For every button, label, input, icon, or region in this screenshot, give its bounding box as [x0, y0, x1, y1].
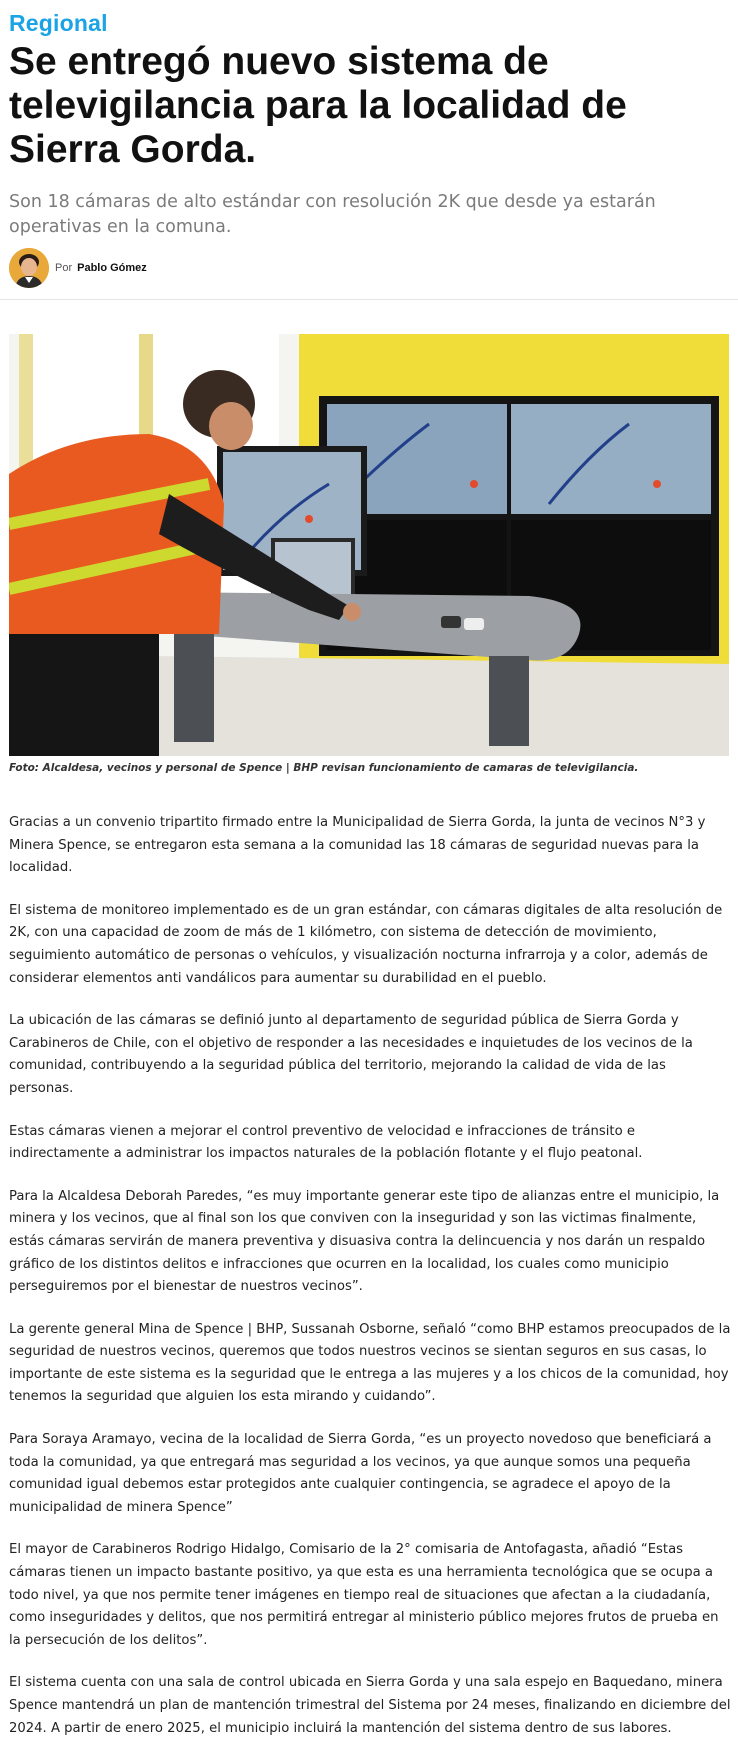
- article-subtitle: Son 18 cámaras de alto estándar con resolución 2K que desde ya estarán operativas en la comuna.: [9, 192, 656, 237]
- author-avatar[interactable]: [9, 248, 49, 288]
- paragraph: Para Soraya Aramayo, vecina de la localidad de Sierra Gorda, “es un proyecto novedoso que beneficiará a toda la comunidad, ya que entregará mas seguridad a los vecinos, ya que aunque somos una pequeña comunidad igual debemos estar protegidos ante cualquier contingencia, se agradece el apoyo de la municipalidad de minera Spence”: [9, 1432, 712, 1515]
- paragraph: La ubicación de las cámaras se definió junto al departamento de seguridad pública de Sierra Gorda y Carabineros de Chile, con el objetivo de responder a las necesidades e inquietudes de los vecinos de la comunidad, contribuyendo a la seguridad pública del territorio, mejorando la calidad de vida de las personas.: [9, 1013, 693, 1096]
- header-divider: [0, 299, 738, 300]
- paragraph: Estas cámaras vienen a mejorar el control preventivo de velocidad e infracciones de tránsito e indirectamente a administrar los impactos naturales de la población flotante y el flujo peatonal.: [9, 1123, 643, 1162]
- photo-caption: Foto: Alcaldesa, vecinos y personal de Spence | BHP revisan funcionamiento de camaras de televigilancia.: [9, 762, 639, 774]
- control-room-illustration: [9, 334, 729, 756]
- article-photo: [9, 334, 729, 756]
- paragraph: Gracias a un convenio tripartito firmado entre la Municipalidad de Sierra Gorda, la junta de vecinos N°3 y Minera Spence, se entregaron esta semana a la comunidad las 18 cámaras de seguridad nuevas para la localidad.: [9, 815, 706, 876]
- category-label[interactable]: Regional: [9, 10, 108, 36]
- paragraph: El mayor de Carabineros Rodrigo Hidalgo, Comisario de la 2° comisaria de Antofagasta, añadió “Estas cámaras tienen un impacto bastante positivo, ya que esta es una herramienta tecnológica que se ocupa a todo nivel, ya que nos permite tener imágenes en tiempo real de situaciones que afectan a la ciudadanía, como inseguridades y delitos, que nos permitirá entregar al ministerio público mejores frutos de prueba en la persecución de los delitos”.: [9, 1542, 719, 1648]
- paragraph: El sistema cuenta con una sala de control ubicada en Sierra Gorda y una sala espejo en Baquedano, minera Spence mantendrá un plan de mantención trimestral del Sistema por 24 meses, finalizando en diciembre del 2024. A partir de enero 2025, el municipio incluirá la mantención del sistema dentro de sus labores.: [9, 1675, 731, 1736]
- person-icon: [9, 248, 49, 288]
- byline-prefix: Por: [55, 262, 73, 274]
- paragraph: La gerente general Mina de Spence | BHP, Sussanah Osborne, señaló “como BHP estamos preocupados de la seguridad de nuestros vecinos, queremos que todos nuestros vecinos se sientan seguros en sus casas, lo importante de este sistema es la seguridad que le entrega a las mujeres y a los chicos de la comunidad, hoy tenemos la seguridad que alguien los esta mirando y cuidando”.: [9, 1321, 731, 1405]
- byline: [9, 248, 147, 288]
- article-body: [9, 812, 731, 1760]
- author-name[interactable]: Pablo Gómez: [77, 262, 147, 274]
- article-title: Se entregó nuevo sistema de televigilancia para la localidad de Sierra Gorda.: [9, 40, 627, 171]
- paragraph: El sistema de monitoreo implementado es de un gran estándar, con cámaras digitales de alta resolución de 2K, con una capacidad de zoom de más de 1 kilómetro, con sistema de detección de movimiento, seguimiento automático de personas o vehículos, y visualización nocturna infrarroja y a color, además de considerar elementos anti vandálicos para aumentar su durabilidad en el pueblo.: [9, 902, 723, 986]
- paragraph: Para la Alcaldesa Deborah Paredes, “es muy importante generar este tipo de alianzas entre el municipio, la minera y los vecinos, que al final son los que conviven con la inseguridad y son las victimas finalmente, estás cámaras servirán de manera preventiva y disuasiva contra la delincuencia y nos darán un respaldo gráfico de los distintos delitos e infracciones que ocurren en la localidad, los cuales como municipio perseguiremos por el bienestar de nuestros vecinos”.: [9, 1188, 720, 1295]
